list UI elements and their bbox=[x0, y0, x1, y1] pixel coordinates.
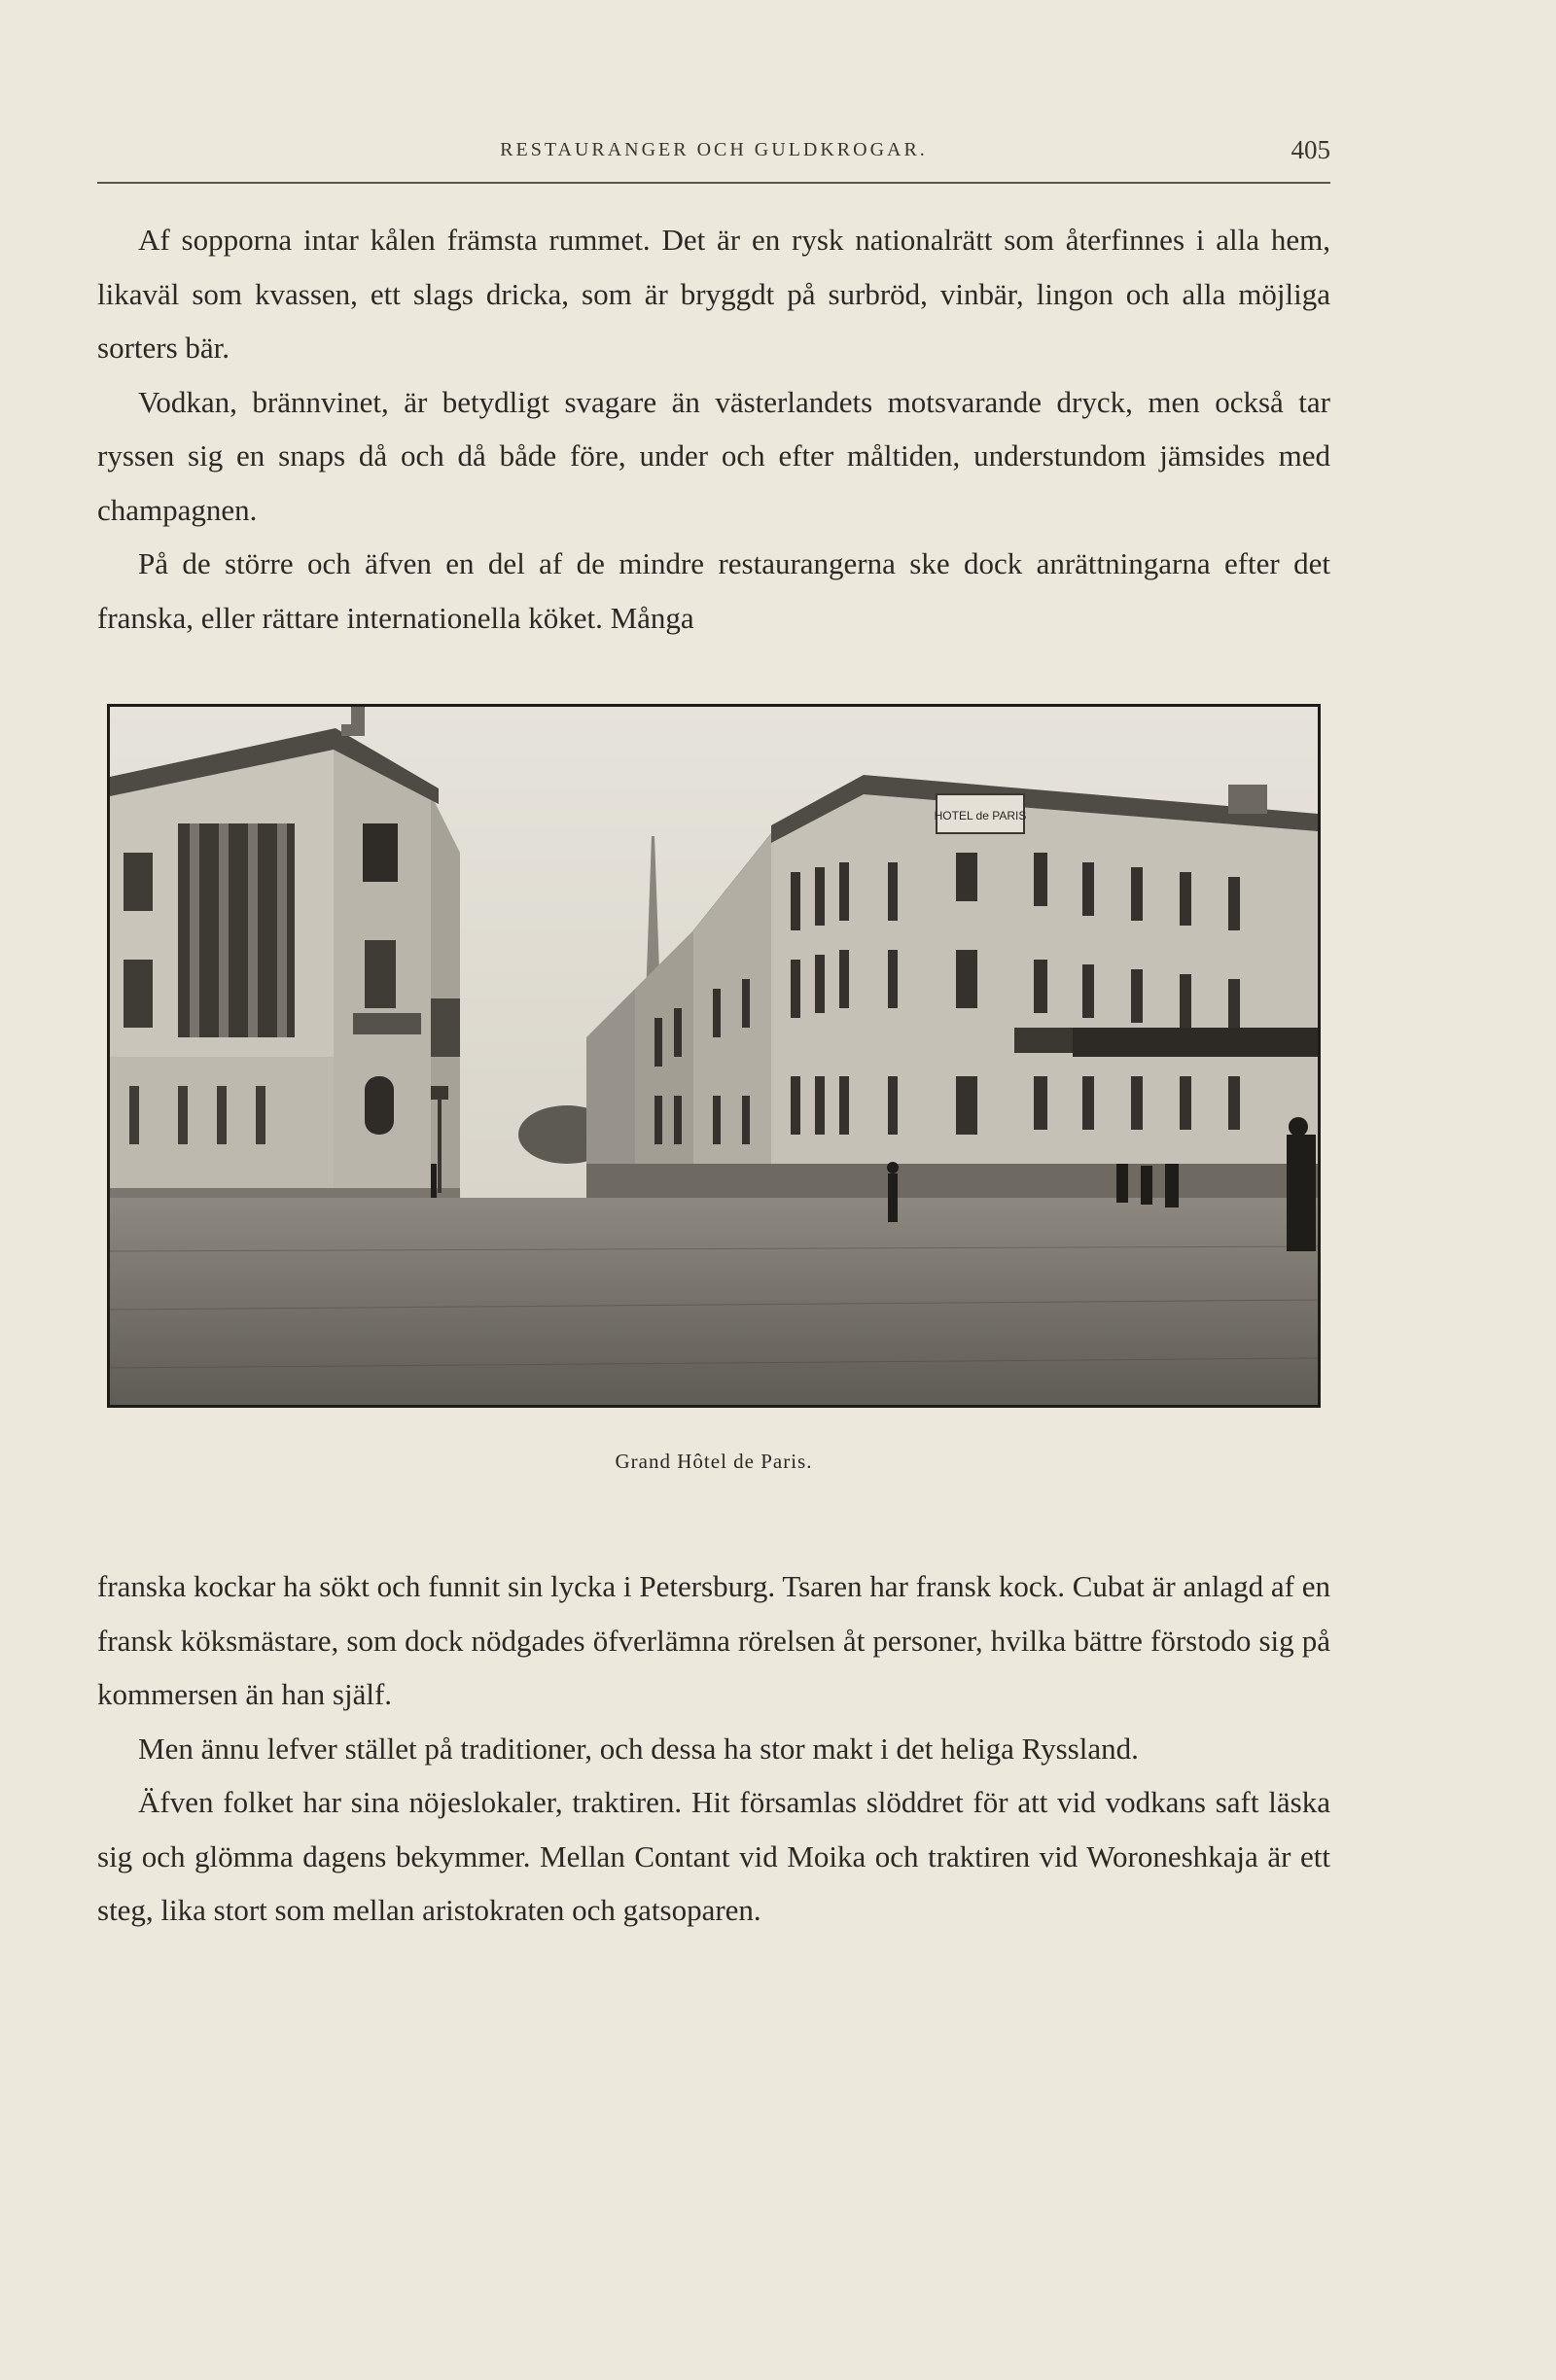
paragraph: Vodkan, brännvinet, är betydligt svagare än västerlandets motsvarande dryck, men också tar ryssen sig en snaps då och då både före, under och efter måltiden, understundom jämsides med champagnen. bbox=[97, 384, 1330, 527]
body-text-bottom bbox=[97, 1559, 1330, 1938]
paragraph: Men ännu lefver stället på traditioner, och dessa ha stor makt i det heliga Ryssland. bbox=[138, 1731, 1139, 1766]
page-header bbox=[97, 135, 1330, 184]
paragraph: På de större och äfven en del af de mindre restaurangerna ske dock anrättningarna efter det franska, eller rättare internationella köket. Många bbox=[97, 546, 1330, 635]
body-text-top bbox=[97, 213, 1330, 645]
figure-caption: Grand Hôtel de Paris. bbox=[615, 1450, 813, 1473]
left-building bbox=[110, 707, 460, 1203]
page-number: 405 bbox=[1291, 135, 1330, 164]
paragraph: Äfven folket har sina nöjeslokaler, traktiren. Hit församlas slöddret för att vid vodkans saft läska sig och glömma dagens bekymmer. Mellan Contant vid Moika och traktiren vid Woroneshkaja är ett steg, lika stort som mellan aristokraten och gatsoparen. bbox=[97, 1785, 1330, 1927]
paragraph: Af sopporna intar kålen främsta rummet. Det är en rysk nationalrätt som återfinnes i alla hem, likaväl som kvassen, ett slags dricka, som är bryggdt på surbröd, vinbär, lingon och alla möjliga sorters bär. bbox=[97, 223, 1330, 365]
running-title: RESTAURANGER OCH GULDKROGAR. bbox=[500, 139, 928, 160]
hotel-sign: HOTEL de PARIS bbox=[934, 809, 1027, 822]
street-photograph bbox=[107, 704, 1321, 1408]
paragraph: franska kockar ha sökt och funnit sin lycka i Petersburg. Tsaren har fransk kock. Cubat är anlagd af en fransk köksmästare, som dock nödgades öfverlämna rörelsen åt personer, hvilka bättre förstodo sig på kommersen än han själf. bbox=[97, 1569, 1330, 1711]
